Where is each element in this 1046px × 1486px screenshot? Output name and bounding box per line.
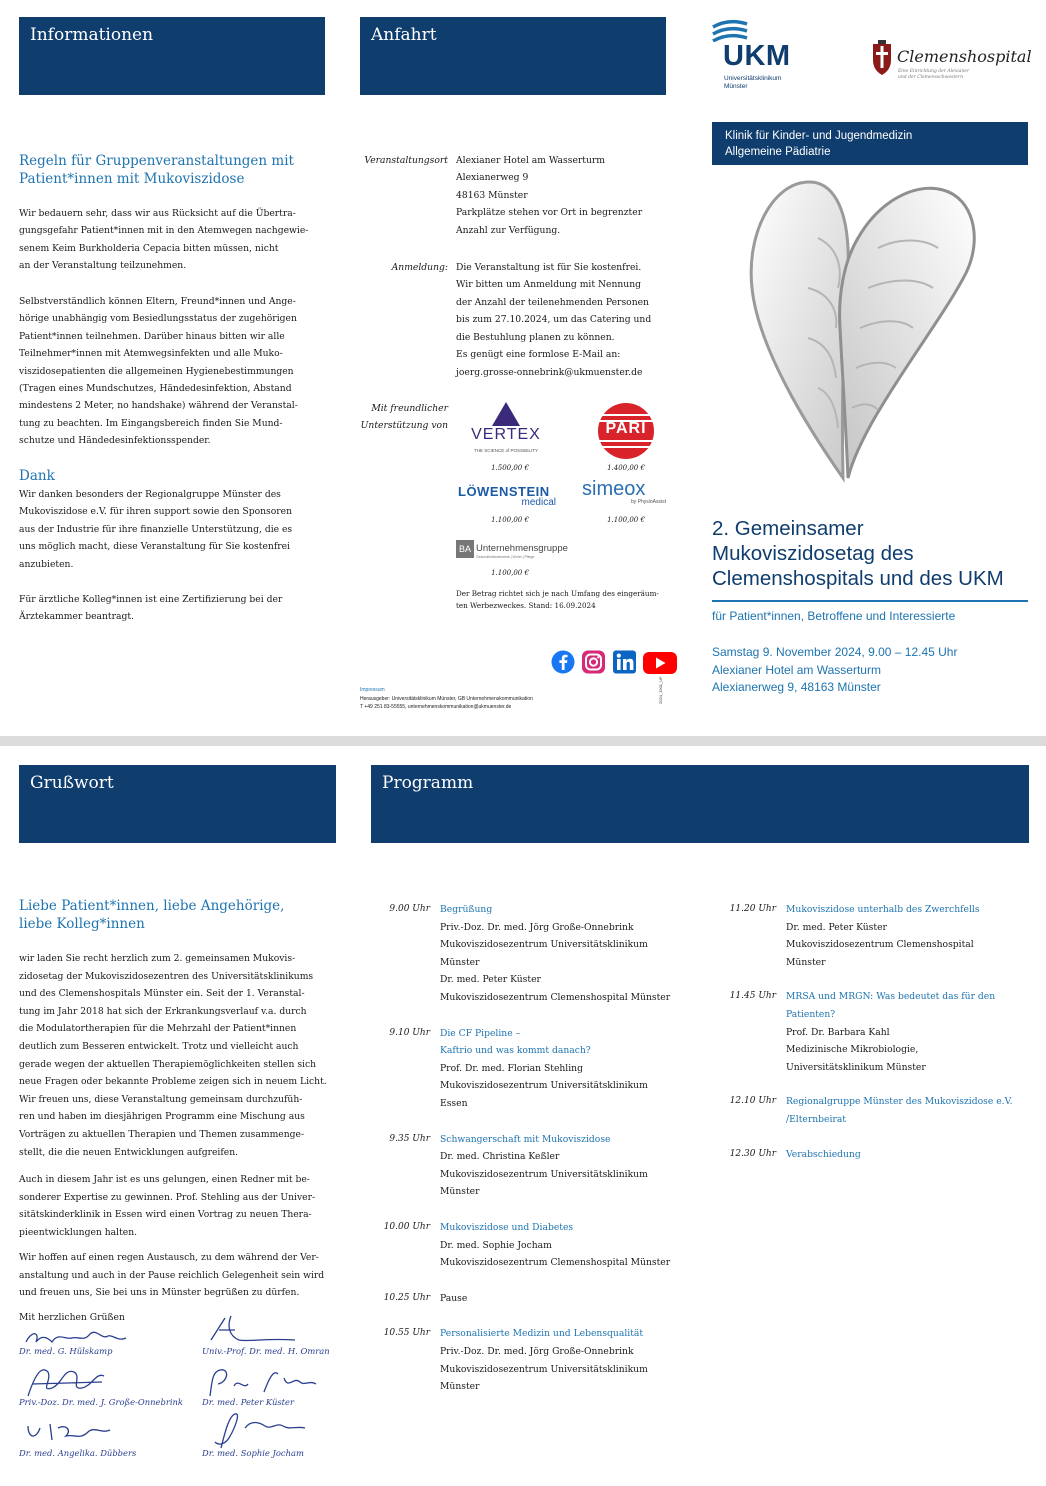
welcome-paragraph-1 bbox=[19, 950, 349, 1161]
registration-details bbox=[456, 259, 686, 363]
registration-line: die Bestuhlung planen zu können. bbox=[456, 331, 615, 343]
registration-email-link[interactable]: joerg.grosse-onnebrink@ukmuenster.de bbox=[456, 367, 643, 378]
sponsor-note bbox=[456, 588, 696, 612]
clemens-crest-icon bbox=[871, 40, 893, 76]
linkedin-icon[interactable] bbox=[613, 651, 636, 674]
text-line: uns möglich macht, diese Veranstaltung für Sie kostenfrei bbox=[19, 541, 290, 553]
rules-paragraph-1 bbox=[19, 205, 339, 275]
note-line: Der Betrag richtet sich je nach Umfang des eingeräum- bbox=[456, 589, 659, 598]
ukm-waves-icon bbox=[711, 18, 751, 42]
signature-name-duebbers: Dr. med. Angelika. Dübbers bbox=[19, 1448, 137, 1458]
program-body bbox=[440, 1290, 700, 1308]
vertex-amount: 1.500,00 € bbox=[491, 464, 529, 472]
program-speaker-line: Dr. med. Sophie Jocham bbox=[440, 1239, 552, 1251]
program-body bbox=[440, 1219, 700, 1272]
signature-name-grosse-onnebrink: Priv.-Doz. Dr. med. J. Große-Onnebrink bbox=[19, 1397, 184, 1407]
clemens-sub-1: Eine Einrichtung der Alexianer bbox=[898, 69, 970, 74]
support-label bbox=[340, 400, 448, 435]
registration-line: Die Veranstaltung ist für Sie kostenfrei. bbox=[456, 262, 642, 273]
closing-line: Mit herzlichen Grüßen bbox=[19, 1312, 125, 1323]
program-title: MRSA und MRGN: Was bedeutet das für den bbox=[786, 991, 996, 1003]
text-line: aus der Industrie für ihre finanzielle Unterstützung, die es bbox=[19, 523, 293, 535]
text-line: neue Fragen oder bekannte Probleme zeigen sich in neuem Licht. bbox=[19, 1076, 327, 1088]
program-title: Mukoviszidose unterhalb des Zwerchfells bbox=[786, 904, 980, 915]
text-line: sonderer Expertise zu gewinnen. Prof. Stehling aus der Univer- bbox=[19, 1191, 316, 1203]
program-speaker-line: Mukoviszidosezentrum Universitätsklinikum bbox=[440, 939, 648, 951]
program-time: 12.30 Uhr bbox=[729, 1148, 776, 1159]
impressum bbox=[360, 686, 660, 712]
pari-amount: 1.400,00 € bbox=[607, 464, 645, 472]
social-links bbox=[551, 650, 681, 676]
instagram-icon[interactable] bbox=[582, 651, 605, 674]
simeox-sub: by PhysioAssist bbox=[630, 499, 666, 505]
clinic-line-1: Klinik für Kinder- und Jugendmedizin bbox=[725, 130, 913, 142]
thanks-title: Dank bbox=[19, 468, 55, 484]
signature-name-kuester: Dr. med. Peter Küster bbox=[202, 1397, 294, 1407]
welcome-paragraph-3 bbox=[19, 1249, 349, 1302]
program-speaker-line: Dr. med. Peter Küster bbox=[440, 974, 541, 986]
venue-details bbox=[456, 152, 686, 239]
programm-header bbox=[371, 765, 1029, 843]
program-body bbox=[786, 988, 1046, 1076]
clinic-line-2: Allgemeine Pädiatrie bbox=[725, 146, 831, 158]
signature-grosse-onnebrink bbox=[22, 1362, 112, 1402]
venue-line: Anzahl zur Verfügung. bbox=[456, 224, 561, 236]
greeting-line-2: liebe Kolleg*innen bbox=[19, 916, 145, 932]
program-body bbox=[786, 1093, 1046, 1128]
sponsor-vertex-logo bbox=[460, 402, 552, 462]
ba-badge-icon: BA bbox=[456, 540, 474, 558]
program-body bbox=[440, 901, 700, 1007]
greeting-title bbox=[19, 897, 339, 933]
anfahrt-header-label: Anfahrt bbox=[371, 25, 437, 45]
simeox-amount: 1.100,00 € bbox=[607, 516, 645, 524]
event-date: Samstag 9. November 2024, 9.00 – 12.45 Uhr bbox=[712, 645, 958, 659]
sponsor-simeox-logo bbox=[582, 478, 672, 512]
grusswort-header-label: Grußwort bbox=[30, 773, 114, 793]
programm-header-label: Programm bbox=[382, 773, 474, 793]
program-speaker-line: Prof. Dr. med. Florian Stehling bbox=[440, 1062, 583, 1074]
brochure-outer-side bbox=[0, 0, 1046, 736]
text-line: und des Clemenshospitals Münster ein. Seit der 1. Veranstal- bbox=[19, 988, 305, 1000]
text-line: ren und haben im diesjährigen Programm eine Mischung aus bbox=[19, 1111, 305, 1123]
registration-line: Es genügt eine formlose E-Mail an: bbox=[456, 349, 621, 361]
program-time: 10.00 Uhr bbox=[383, 1222, 430, 1232]
registration-line: Wir bitten um Anmeldung mit Nennung bbox=[456, 279, 642, 291]
text-line: Vorträgen zu aktuellen Therapien und Themen zusammenge- bbox=[19, 1128, 305, 1140]
program-time: 10.25 Uhr bbox=[383, 1292, 430, 1303]
text-line: schutze und Händedesinfektionsspender. bbox=[19, 435, 211, 447]
program-speaker-line: Münster bbox=[786, 956, 826, 968]
text-line: an der Veranstaltung teilzunehmen. bbox=[19, 260, 187, 272]
event-title-line-2: Mukoviszidosetag des bbox=[712, 542, 914, 565]
text-line: deutlich zum Besseren entwickelt. Trotz und vielleicht auch bbox=[19, 1040, 299, 1052]
grusswort-header bbox=[19, 765, 336, 843]
registration-line: der Anzahl der teilenehmenden Personen bbox=[456, 296, 649, 308]
support-label-line-2: Unterstützung von bbox=[360, 420, 448, 432]
note-line: ten Werbezweckes. Stand: 16.09.2024 bbox=[456, 601, 596, 610]
program-speaker-line: Universitätsklinikum Münster bbox=[786, 1061, 926, 1073]
signature-name-omran: Univ.-Prof. Dr. med. H. Omran bbox=[202, 1346, 330, 1356]
print-code: 2024_1901_UF bbox=[658, 676, 663, 704]
program-title: Die CF Pipeline – bbox=[440, 1027, 521, 1039]
program-time: 11.45 Uhr bbox=[729, 991, 776, 1002]
text-line: tung im Jahr 2018 hat sich der Erkrankungsverlauf v.a. durch bbox=[19, 1005, 307, 1017]
informationen-header-label: Informationen bbox=[30, 25, 154, 45]
text-line: Auch in diesem Jahr ist es uns gelungen, einen Redner mit be- bbox=[19, 1174, 310, 1185]
program-body bbox=[440, 1325, 700, 1395]
program-column-1 bbox=[382, 901, 702, 1401]
registration-label: Anmeldung: bbox=[391, 262, 448, 273]
certification-paragraph bbox=[19, 591, 339, 626]
program-speaker-line: Mukoviszidosezentrum Universitätsklinikum bbox=[440, 1363, 648, 1375]
text-line: Mukoviszidose e.V. für ihren support sowie den Sponsoren bbox=[19, 506, 293, 518]
program-title: Begrüßung bbox=[440, 904, 493, 915]
clemens-sub-2: und der Clemensschwestern bbox=[898, 75, 963, 80]
clinic-banner bbox=[712, 122, 1028, 165]
text-line: sitätskinderklinik in Essen wird einen Vortrag zu neuen Thera- bbox=[19, 1209, 312, 1221]
venue-line: 48163 Münster bbox=[456, 189, 528, 201]
program-title: Personalisierte Medizin und Lebensqualität bbox=[440, 1328, 644, 1340]
text-line: (Tragen eines Mundschutzes, Händedesinfektion, Abstand bbox=[19, 383, 292, 395]
text-line: stellt, die die neuen Entwicklungen aufgreifen. bbox=[19, 1146, 239, 1158]
sponsor-loewenstein-logo bbox=[458, 484, 562, 516]
text-line: und freuen uns, Sie bei uns in Münster begrüßen zu dürfen. bbox=[19, 1287, 300, 1299]
signature-kuester bbox=[204, 1362, 324, 1402]
title-divider bbox=[712, 600, 1028, 602]
loewenstein-sub: medical bbox=[521, 497, 556, 508]
program-title: Kaftrio und was kommt danach? bbox=[440, 1045, 591, 1057]
signature-duebbers bbox=[22, 1416, 122, 1446]
youtube-icon[interactable] bbox=[643, 652, 677, 674]
text-line: Wir hoffen auf einen regen Austausch, zu dem während der Ver- bbox=[19, 1252, 319, 1263]
program-speaker-line: Mukoviszidosezentrum Clemenshospital Münster bbox=[440, 991, 671, 1003]
welcome-paragraph-2 bbox=[19, 1171, 349, 1241]
text-line: senem Keim Burkholderia Cepacia bitten müssen, nicht bbox=[19, 242, 279, 254]
text-line: tung zu beachten. Im Eingangsbereich finden Sie Mund- bbox=[19, 417, 283, 429]
informationen-header bbox=[19, 17, 325, 95]
ba-amount: 1.100,00 € bbox=[491, 569, 529, 577]
program-title: Verabschiedung bbox=[786, 1148, 861, 1160]
program-speaker-line: Mukoviszidosezentrum Universitätsklinikum bbox=[440, 1168, 648, 1180]
program-speaker-line: Pause bbox=[440, 1292, 468, 1304]
text-line: viszidosepatienten die allgemeinen Hygienebestimmungen bbox=[19, 365, 294, 377]
anfahrt-header bbox=[360, 17, 666, 95]
event-subtitle: für Patient*innen, Betroffene und Interessierte bbox=[712, 609, 956, 623]
text-line: Wir bedauern sehr, dass wir aus Rücksicht auf die Übertra- bbox=[19, 208, 296, 219]
ba-name: Unternehmensgruppe bbox=[476, 543, 568, 554]
program-speaker-line: Mukoviszidosezentrum Universitätsklinikum bbox=[440, 1080, 648, 1092]
program-speaker-line: Münster bbox=[440, 1186, 480, 1198]
text-line: Wir danken besonders der Regionalgruppe Münster des bbox=[19, 489, 281, 500]
text-line: gerade wegen der aktuellen Therapiemöglichkeiten stellen sich bbox=[19, 1058, 317, 1070]
text-line: zidosetag der Mukoviszidosezentren des Universitätsklinikums bbox=[19, 970, 314, 982]
registration-line: bis zum 27.10.2024, um das Catering und bbox=[456, 314, 652, 326]
program-time: 12.10 Uhr bbox=[729, 1096, 776, 1107]
event-venue-1: Alexianer Hotel am Wasserturm bbox=[712, 662, 881, 677]
text-line: wir laden Sie recht herzlich zum 2. gemeinsamen Mukovis- bbox=[19, 953, 296, 964]
brochure-inner-side bbox=[0, 746, 1046, 1486]
program-title: /Elternbeirat bbox=[786, 1113, 846, 1125]
program-body bbox=[440, 1025, 700, 1113]
loewenstein-amount: 1.100,00 € bbox=[491, 516, 529, 524]
signature-name-jocham: Dr. med. Sophie Jocham bbox=[202, 1448, 304, 1458]
ukm-sub-2: Münster bbox=[724, 83, 748, 90]
simeox-name: simeox bbox=[582, 478, 646, 500]
rules-title: Regeln für Gruppenveranstaltungen mit Patient*innen mit Mukoviszidose bbox=[19, 153, 294, 187]
venue-line: Alexianer Hotel am Wasserturm bbox=[456, 155, 606, 166]
sponsor-pari-logo bbox=[595, 402, 657, 460]
program-time: 10.55 Uhr bbox=[383, 1328, 430, 1339]
program-speaker-line: Prof. Dr. Barbara Kahl bbox=[786, 1026, 890, 1038]
program-title: Mukoviszidose und Diabetes bbox=[440, 1222, 574, 1233]
signature-omran bbox=[205, 1312, 305, 1348]
venue-line: Parkplätze stehen vor Ort in begrenzter bbox=[456, 207, 643, 219]
impressum-line-1: Herausgeber: Universitätsklinikum Münster, GB Unternehmenskommunikation bbox=[360, 695, 533, 702]
text-line: gungsgefahr Patient*innen mit in den Atemwegen nachgewie- bbox=[19, 225, 309, 237]
program-body bbox=[786, 1146, 1046, 1164]
ba-sub: Gesundheitsnetzwerk | Wohn | Pflege bbox=[476, 555, 535, 559]
text-line: hörige unabhängig vom Besiedlungsstatus der zugehörigen bbox=[19, 313, 297, 325]
program-speaker-line: Medizinische Mikrobiologie, bbox=[786, 1044, 919, 1056]
text-line: pieentwicklungen halten. bbox=[19, 1226, 138, 1238]
text-line: Teilnehmer*innen mit Atemwegsinfekten und alle Muko- bbox=[19, 348, 283, 360]
thanks-paragraph bbox=[19, 486, 339, 573]
event-venue-2: Alexianerweg 9, 48163 Münster bbox=[712, 680, 881, 694]
facebook-icon[interactable] bbox=[552, 651, 575, 674]
clemens-logo bbox=[871, 40, 1031, 82]
loewenstein-name: LÖWENSTEIN bbox=[458, 484, 550, 499]
pari-name: PARI bbox=[605, 420, 647, 437]
ukm-logo bbox=[711, 18, 811, 94]
ukm-name: UKM bbox=[723, 40, 791, 72]
impressum-line-2: T +49 251 83-55555, unternehmenskommunikation@ukmuenster.de bbox=[360, 704, 512, 710]
text-line: anstaltung und auch in der Pause reichlich Gelegenheit sein wird bbox=[19, 1269, 325, 1281]
signature-name-huelskamp: Dr. med. G. Hülskamp bbox=[19, 1346, 113, 1356]
program-time: 9.00 Uhr bbox=[389, 904, 430, 914]
event-title bbox=[712, 516, 1032, 591]
program-title: Patienten? bbox=[786, 1008, 836, 1020]
venue-line: Alexianerweg 9 bbox=[456, 172, 529, 184]
program-speaker-line: Priv.-Doz. Dr. med. Jörg Große-Onnebrink bbox=[440, 921, 634, 933]
program-speaker-line: Mukoviszidosezentrum Clemenshospital bbox=[786, 939, 974, 951]
program-body bbox=[786, 901, 1046, 971]
program-time: 11.20 Uhr bbox=[729, 904, 776, 914]
program-speaker-line: Mukoviszidosezentrum Clemenshospital Münster bbox=[440, 1257, 671, 1269]
text-line: anzubieten. bbox=[19, 558, 74, 570]
greeting-line-1: Liebe Patient*innen, liebe Angehörige, bbox=[19, 898, 285, 914]
program-speaker-line: Münster bbox=[440, 1381, 480, 1393]
clemens-name: Clemenshospital bbox=[897, 47, 1032, 66]
event-details bbox=[712, 644, 957, 697]
vertex-name: VERTEX bbox=[471, 426, 541, 443]
rules-paragraph-2 bbox=[19, 293, 339, 450]
text-line: Wir freuen uns, diese Veranstaltung gemeinsam durchzufüh- bbox=[19, 1093, 303, 1105]
text-line: Patient*innen teilnehmen. Darüber hinaus bitten wir alle bbox=[19, 330, 285, 342]
impressum-title: Impressum bbox=[360, 687, 385, 693]
support-label-line-1: Mit freundlicher bbox=[371, 403, 448, 414]
text-line: die Modulatortherapien für die Mehrzahl der Patient*innen bbox=[19, 1023, 297, 1035]
program-time: 9.35 Uhr bbox=[389, 1133, 430, 1144]
event-title-line-3: Clemenshospitals und des UKM bbox=[712, 567, 1004, 590]
venue-label: Veranstaltungsort bbox=[364, 155, 448, 166]
program-speaker-line: Priv.-Doz. Dr. med. Jörg Große-Onnebrink bbox=[440, 1345, 634, 1357]
program-speaker-line: Dr. med. Christina Keßler bbox=[440, 1151, 560, 1163]
program-column-2 bbox=[728, 901, 1038, 1201]
vertex-tagline: THE SCIENCE of POSSIBILITY bbox=[473, 448, 539, 453]
program-speaker-line: Münster bbox=[440, 956, 480, 968]
text-line: Ärztekammer beantragt. bbox=[19, 611, 134, 623]
program-speaker-line: Essen bbox=[440, 1097, 468, 1109]
event-title-line-1: 2. Gemeinsamer bbox=[712, 517, 864, 540]
ukm-sub-1: Universitätsklinikum bbox=[724, 75, 782, 82]
sponsor-ba-logo bbox=[456, 540, 576, 566]
program-speaker-line: Dr. med. Peter Küster bbox=[786, 921, 887, 933]
text-line: Selbstverständlich können Eltern, Freund*innen und Ange- bbox=[19, 296, 296, 307]
program-time: 9.10 Uhr bbox=[389, 1027, 430, 1038]
text-line: Für ärztliche Kolleg*innen ist eine Zertifizierung bei der bbox=[19, 594, 283, 605]
angel-wings-heart-illustration bbox=[748, 178, 978, 508]
program-body bbox=[440, 1131, 700, 1201]
text-line: mindestens 2 Meter, no handshake) während der Veranstal- bbox=[19, 400, 298, 412]
program-title: Regionalgruppe Münster des Mukoviszidose e.V. bbox=[786, 1096, 1013, 1108]
program-title: Schwangerschaft mit Mukoviszidose bbox=[440, 1133, 611, 1145]
